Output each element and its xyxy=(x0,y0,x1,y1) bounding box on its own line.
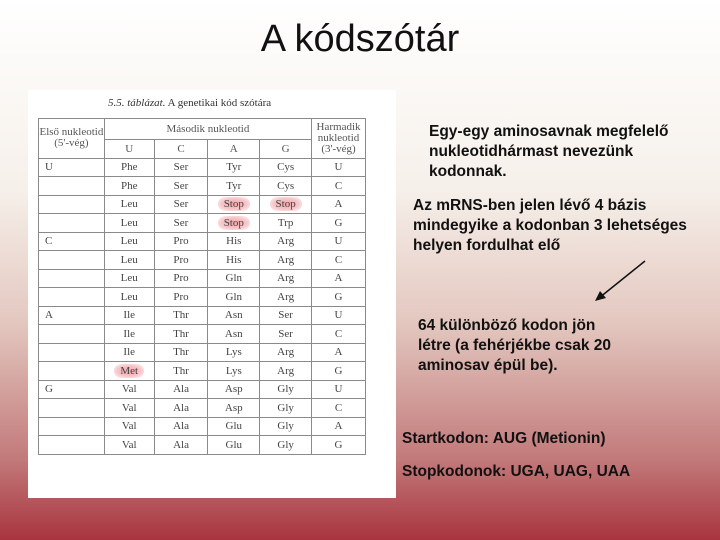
amino-acid-cell: Val xyxy=(104,436,154,455)
third-nucleotide-cell: G xyxy=(312,362,366,381)
third-nucleotide-cell: A xyxy=(312,195,366,214)
table-row xyxy=(39,436,366,455)
amino-acid-cell: Cys xyxy=(260,177,312,196)
table-row xyxy=(39,158,366,177)
amino-acid-cell: Leu xyxy=(104,232,154,251)
table-row xyxy=(39,399,366,418)
amino-acid-cell: His xyxy=(208,232,260,251)
amino-acid-cell: Asn xyxy=(208,306,260,325)
first-nucleotide-cell xyxy=(39,362,105,381)
table-row xyxy=(39,362,366,381)
table-caption xyxy=(108,97,271,109)
amino-acid-cell: Leu xyxy=(104,251,154,270)
table-row xyxy=(39,380,366,399)
amino-acid-cell: Val xyxy=(104,417,154,436)
amino-acid-cell: Gly xyxy=(260,417,312,436)
amino-acid-cell: Asn xyxy=(208,325,260,344)
amino-acid-cell: Ser xyxy=(154,195,208,214)
amino-acid-cell: Pro xyxy=(154,232,208,251)
codon-definition-text: Egy-egy aminosavnak megfelelő nukleotidhármast nevezünk kodonnak. xyxy=(429,123,669,180)
amino-acid-cell: Lys xyxy=(208,362,260,381)
amino-acid-cell: Ser xyxy=(260,306,312,325)
amino-acid-cell: Phe xyxy=(104,177,154,196)
first-nucleotide-cell xyxy=(39,417,105,436)
third-nucleotide-cell: G xyxy=(312,436,366,455)
amino-acid-cell: Thr xyxy=(154,362,208,381)
header-first-nucleotide: Első nukleotid (5'-vég) xyxy=(39,119,105,159)
amino-acid-cell: Phe xyxy=(104,158,154,177)
amino-acid-cell xyxy=(104,362,154,381)
amino-acid-cell: Ile xyxy=(104,325,154,344)
highlighted-codon: Stop xyxy=(218,197,250,211)
amino-acid-cell: Tyr xyxy=(208,177,260,196)
first-nucleotide-cell: C xyxy=(39,232,105,251)
amino-acid-cell: Ala xyxy=(154,380,208,399)
amino-acid-cell: Ala xyxy=(154,436,208,455)
first-nucleotide-cell xyxy=(39,399,105,418)
amino-acid-cell: Arg xyxy=(260,343,312,362)
stop-codons-text: Stopkodonok: UGA, UAG, UAA xyxy=(402,463,631,480)
third-nucleotide-cell: U xyxy=(312,158,366,177)
amino-acid-cell: Glu xyxy=(208,417,260,436)
amino-acid-cell: Ser xyxy=(260,325,312,344)
amino-acid-cell: Pro xyxy=(154,288,208,307)
amino-acid-cell: Gln xyxy=(208,288,260,307)
third-nucleotide-cell: U xyxy=(312,232,366,251)
table-row xyxy=(39,232,366,251)
amino-acid-cell: Ser xyxy=(154,158,208,177)
first-nucleotide-cell xyxy=(39,177,105,196)
amino-acid-cell: Pro xyxy=(154,269,208,288)
table-row xyxy=(39,195,366,214)
amino-acid-cell: Arg xyxy=(260,269,312,288)
table-row xyxy=(39,288,366,307)
amino-acid-cell: Arg xyxy=(260,288,312,307)
amino-acid-cell: Thr xyxy=(154,325,208,344)
amino-acid-cell: Ser xyxy=(154,214,208,233)
first-nucleotide-cell xyxy=(39,436,105,455)
slide-title: A kódszótár xyxy=(260,18,460,60)
table-row xyxy=(39,177,366,196)
third-nucleotide-cell: C xyxy=(312,251,366,270)
amino-acid-cell: Ala xyxy=(154,417,208,436)
amino-acid-cell: Arg xyxy=(260,232,312,251)
highlighted-codon: Met xyxy=(114,364,144,378)
third-nucleotide-cell: U xyxy=(312,380,366,399)
amino-acid-cell xyxy=(208,195,260,214)
genetic-code-table xyxy=(38,118,366,455)
first-nucleotide-cell xyxy=(39,214,105,233)
amino-acid-cell: Gly xyxy=(260,399,312,418)
amino-acid-cell: Gly xyxy=(260,436,312,455)
table-body xyxy=(39,158,366,454)
highlighted-codon: Stop xyxy=(218,216,250,230)
third-nucleotide-cell: G xyxy=(312,288,366,307)
amino-acid-cell: Gln xyxy=(208,269,260,288)
third-nucleotide-cell: A xyxy=(312,417,366,436)
amino-acid-cell: Val xyxy=(104,380,154,399)
amino-acid-cell: Asp xyxy=(208,399,260,418)
amino-acid-cell: Cys xyxy=(260,158,312,177)
amino-acid-cell: Pro xyxy=(154,251,208,270)
third-nucleotide-cell: C xyxy=(312,399,366,418)
third-nucleotide-cell: C xyxy=(312,325,366,344)
amino-acid-cell: Thr xyxy=(154,343,208,362)
amino-acid-cell: Leu xyxy=(104,288,154,307)
amino-acid-cell: Ala xyxy=(154,399,208,418)
header-base-u: U xyxy=(104,140,154,159)
first-nucleotide-cell: A xyxy=(39,306,105,325)
amino-acid-cell: Arg xyxy=(260,251,312,270)
third-nucleotide-cell: G xyxy=(312,214,366,233)
first-nucleotide-cell xyxy=(39,325,105,344)
table-row xyxy=(39,306,366,325)
header-second-nucleotide: Második nukleotid xyxy=(104,119,311,140)
start-codon-text: Startkodon: AUG (Metionin) xyxy=(402,430,606,447)
table-row xyxy=(39,325,366,344)
amino-acid-cell: Asp xyxy=(208,380,260,399)
table-row xyxy=(39,251,366,270)
table-row xyxy=(39,417,366,436)
third-nucleotide-cell: U xyxy=(312,306,366,325)
amino-acid-cell: Glu xyxy=(208,436,260,455)
codon-count-text: 64 különböző kodon jön létre (a fehérjékbe csak 20 aminosav épül be). xyxy=(418,317,612,374)
table-row xyxy=(39,269,366,288)
amino-acid-cell: Val xyxy=(104,399,154,418)
bases-positions-text: Az mRNS-ben jelen lévő 4 bázis mindegyike a kodonban 3 lehetséges helyen fordulhat elő xyxy=(413,197,687,254)
first-nucleotide-cell: U xyxy=(39,158,105,177)
header-base-c: C xyxy=(154,140,208,159)
amino-acid-cell: Tyr xyxy=(208,158,260,177)
amino-acid-cell: Leu xyxy=(104,269,154,288)
amino-acid-cell: Lys xyxy=(208,343,260,362)
header-base-g: G xyxy=(260,140,312,159)
table-caption-text: A genetikai kód szótára xyxy=(167,97,272,109)
first-nucleotide-cell xyxy=(39,195,105,214)
table-row xyxy=(39,343,366,362)
first-nucleotide-cell: G xyxy=(39,380,105,399)
amino-acid-cell: Ile xyxy=(104,306,154,325)
amino-acid-cell: Leu xyxy=(104,214,154,233)
first-nucleotide-cell xyxy=(39,288,105,307)
amino-acid-cell: Ser xyxy=(154,177,208,196)
amino-acid-cell: Leu xyxy=(104,195,154,214)
amino-acid-cell: Ile xyxy=(104,343,154,362)
genetic-code-table-panel xyxy=(28,90,396,498)
first-nucleotide-cell xyxy=(39,269,105,288)
third-nucleotide-cell: C xyxy=(312,177,366,196)
first-nucleotide-cell xyxy=(39,343,105,362)
arrow-down-left-icon xyxy=(590,258,650,308)
highlighted-codon: Stop xyxy=(270,197,302,211)
amino-acid-cell xyxy=(208,214,260,233)
amino-acid-cell: Thr xyxy=(154,306,208,325)
table-row xyxy=(39,214,366,233)
amino-acid-cell: Trp xyxy=(260,214,312,233)
amino-acid-cell xyxy=(260,195,312,214)
third-nucleotide-cell: A xyxy=(312,343,366,362)
table-caption-number: 5.5. táblázat. xyxy=(108,97,166,109)
amino-acid-cell: His xyxy=(208,251,260,270)
first-nucleotide-cell xyxy=(39,251,105,270)
amino-acid-cell: Gly xyxy=(260,380,312,399)
amino-acid-cell: Arg xyxy=(260,362,312,381)
header-base-a: A xyxy=(208,140,260,159)
third-nucleotide-cell: A xyxy=(312,269,366,288)
header-third-nucleotide: Harmadik nukleotid (3'-vég) xyxy=(312,119,366,159)
